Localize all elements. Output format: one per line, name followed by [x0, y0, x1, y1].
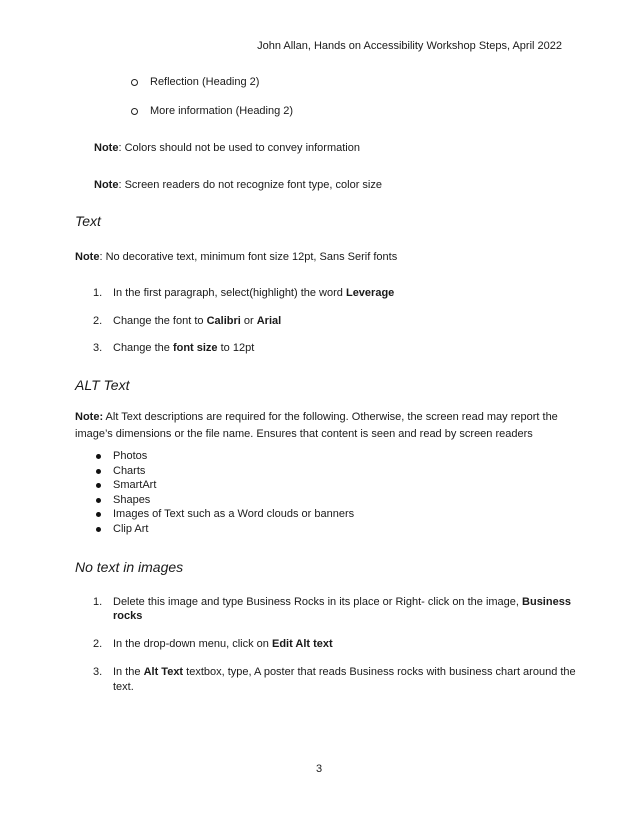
section-heading-no-text: No text in images [75, 559, 184, 575]
note-paragraph [94, 178, 382, 192]
alt-note-line: image’s dimensions or the file name. Ensures that content is seen and read by screen readers [75, 428, 533, 440]
page-number: 3 [315, 763, 323, 775]
sub-list-item: More information (Heading 2) [150, 105, 294, 117]
alt-note-line: Note: Alt Text descriptions are required for the following. Otherwise, the screen read may report the [75, 411, 558, 423]
page-header: John Allan, Hands on Accessibility Workshop Steps, April 2022 [257, 40, 562, 52]
sub-list-item: Reflection (Heading 2) [150, 76, 260, 88]
bullet-item: Shapes [113, 494, 151, 506]
note-paragraph [94, 141, 360, 155]
hollow-bullet-icon [131, 79, 138, 86]
bullet-icon [96, 512, 101, 517]
bullet-icon [96, 483, 101, 488]
bullet-item: Photos [113, 450, 148, 462]
list-item: Delete this image and type Business Rocks in its place or Right- click on the image, Business [113, 596, 571, 608]
list-item: In the drop-down menu, click on Edit Alt text [113, 638, 333, 650]
section-heading-alt-text: ALT Text [75, 377, 130, 393]
list-number: 1. [93, 287, 103, 299]
note-label: Note [94, 142, 119, 154]
note-text: : Colors should not be used to convey information [118, 142, 360, 154]
bullet-item: SmartArt [113, 479, 157, 491]
bullet-item: Clip Art [113, 523, 149, 535]
list-item-continuation: text. [113, 681, 134, 693]
bullet-icon [96, 498, 101, 503]
note-text: : Screen readers do not recognize font type, color size [118, 179, 382, 191]
list-number: 1. [93, 596, 103, 608]
list-item: Change the font size to 12pt [113, 342, 255, 354]
list-number: 2. [93, 638, 103, 650]
bullet-item: Images of Text such as a Word clouds or banners [113, 508, 355, 520]
text-note: Note: No decorative text, minimum font size 12pt, Sans Serif fonts [75, 251, 398, 263]
list-number: 3. [93, 342, 103, 354]
bullet-icon [96, 469, 101, 474]
list-item-continuation: rocks [113, 610, 143, 622]
list-number: 2. [93, 315, 103, 327]
bullet-item: Charts [113, 465, 146, 477]
bullet-icon [96, 527, 101, 532]
list-item: In the first paragraph, select(highlight) the word Leverage [113, 287, 395, 299]
list-number: 3. [93, 666, 103, 678]
section-heading-text: Text [75, 213, 101, 229]
list-item: In the Alt Text textbox, type, A poster that reads Business rocks with business chart around the [113, 666, 576, 678]
bullet-icon [96, 454, 101, 459]
list-item: Change the font to Calibri or Arial [113, 315, 282, 327]
hollow-bullet-icon [131, 108, 138, 115]
note-label: Note [94, 179, 119, 191]
